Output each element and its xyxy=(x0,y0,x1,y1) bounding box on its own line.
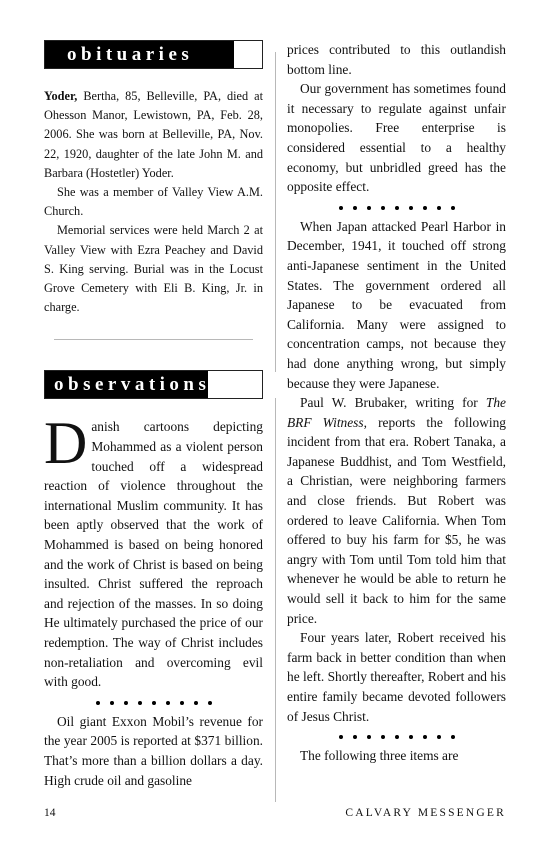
observations-paragraph-5: Paul W. Brubaker, writing for The BRF Witness, reports the following incident from that era. Robert Tanaka, a Japanese Buddhist, and Tom Westfield, a Christian, were neighboring farmers and close friends. But Robert was ordered to leave California. When Tom offered to buy his farm for $5, he was angry with Tom until Tom told him that whenever he would be able to return he would sell it back to him for the same price. xyxy=(287,395,506,626)
obituary-membership: She was a member of Valley View A.M. Church. xyxy=(44,185,263,219)
column-divider xyxy=(275,52,276,372)
dot-separator xyxy=(44,693,263,712)
obituary-paragraph: Yoder, Bertha, 85, Belleville, PA, died at Ohesson Manor, Lewistown, PA, Feb. 28, 2006. She was born at Belleville, PA, Nov. 22, 1920, daughter of the late John M. and Barbara (Hostetler) Yoder. xyxy=(44,89,263,180)
observations-paragraph-6: Four years later, Robert received his farm back in better condition than when he left. Shortly thereafter, Robert and his entire family became devoted followers of Jesus Christ. xyxy=(287,630,506,724)
observations-heading: observations xyxy=(45,371,208,398)
dot-separator xyxy=(287,198,506,217)
page-number: 14 xyxy=(44,807,56,819)
observations-paragraph-1: Danish cartoons depicting Mohammed as a violent person touched off a widespread reaction of violence throughout the international Muslim community. It has been aptly observed that the work of Mohammed is based on being honored and the work of Christ is based on being insulted. Christ suffered the reproach and rejection of the masses. In so doing He ultimately purchased the price of our redemption. The way of Christ includes non-retaliation and overcoming evil with good. xyxy=(44,410,263,690)
dot-separator xyxy=(287,727,506,746)
obituary-services: Memorial services were held March 2 at Valley View with Ezra Peachey and David S. King serving. Burial was in the Locust Grove Cemetery with Eli B. King, Jr. in charge. xyxy=(44,223,263,315)
observations-paragraph-7: The following three items are xyxy=(300,748,459,764)
obituaries-header xyxy=(44,40,263,69)
left-column xyxy=(44,40,263,790)
right-column xyxy=(287,40,506,766)
observations-paragraph-3: Our government has sometimes found it necessary to regulate against unfair monopolies. Free enterprise is considered essential to a healthy economy, but unbridled greed has the opposite effect. xyxy=(287,81,506,195)
observations-paragraph-2-continued: prices contributed to this outlandish bottom line. xyxy=(287,42,506,77)
observations-header xyxy=(44,370,263,399)
obituary-entry xyxy=(44,87,263,317)
publication-title: The BRF Witness xyxy=(287,395,506,430)
drop-cap: D xyxy=(44,410,88,477)
observations-paragraph-4: When Japan attacked Pearl Harbor in December, 1941, it touched off strong anti-Japanese sentiment in the United States. The government ordered all Japanese to be evacuated from California. Many were assigned to concentration camps, not because they had done anything wrong, but simply because they were Japanese. xyxy=(287,218,506,391)
magazine-title: CALVARY MESSENGER xyxy=(345,807,506,819)
column-divider xyxy=(275,398,276,802)
obituaries-heading: obituaries xyxy=(45,41,234,68)
obituary-surname: Yoder, xyxy=(44,89,78,103)
observations-paragraph-2: Oil giant Exxon Mobil’s revenue for the year 2005 is reported at $371 billion. That’s more than a billion dollars a day. High crude oil and gasoline xyxy=(44,713,263,788)
